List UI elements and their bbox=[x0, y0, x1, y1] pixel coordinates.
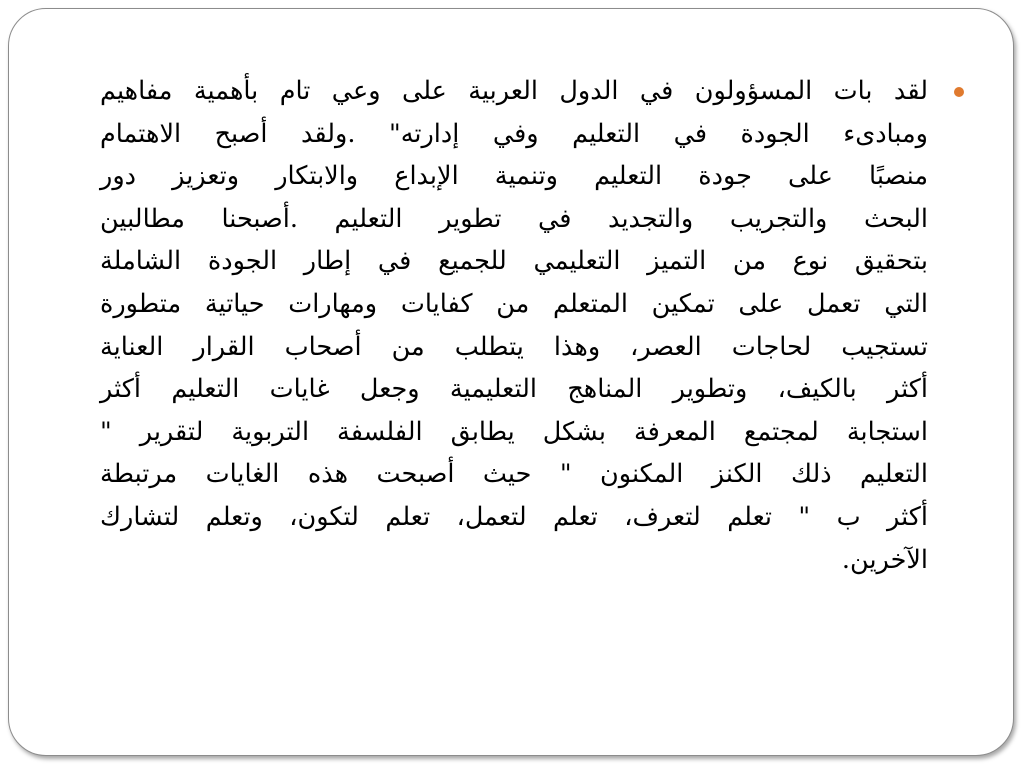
bullet-dot-icon bbox=[954, 87, 964, 97]
paragraph-line: ومبادىء الجودة في التعليم وفي إدارته" .ولقد أصبح الاهتمام bbox=[100, 118, 928, 149]
paragraph-line: التعليم ذلك الكنز المكنون " حيث أصبحت هذه الغايات مرتبطة bbox=[100, 459, 928, 490]
paragraph-line: أكثر بالكيف، وتطوير المناهج التعليمية وجعل غايات التعليم أكثر bbox=[100, 374, 928, 405]
paragraph-line: أكثر ب " تعلم لتعرف، تعلم لتعمل، تعلم لتكون، وتعلم لتشارك bbox=[100, 501, 928, 532]
slide-body bbox=[100, 70, 934, 581]
paragraph-line: استجابة لمجتمع المعرفة بشكل يطابق الفلسفة التربوية لتقرير " bbox=[100, 416, 928, 447]
paragraph-line: تستجيب لحاجات العصر، وهذا يتطلب من أصحاب القرار العناية bbox=[100, 331, 928, 362]
paragraph-line: التي تعمل على تمكين المتعلم من كفايات ومهارات حياتية متطورة bbox=[100, 288, 928, 319]
paragraph-line: البحث والتجريب والتجديد في تطوير التعليم .أصبحنا مطالبين bbox=[100, 203, 928, 234]
paragraph-line: بتحقيق نوع من التميز التعليمي للجميع في إطار الجودة الشاملة bbox=[100, 246, 928, 277]
bullet-paragraph bbox=[100, 70, 934, 581]
paragraph-line: الآخرين. bbox=[841, 544, 928, 575]
paragraph-line: لقد بات المسؤولون في الدول العربية على وعي تام بأهمية مفاهيم bbox=[100, 76, 928, 106]
paragraph-line: منصبًا على جودة التعليم وتنمية الإبداع والابتكار وتعزيز دور bbox=[100, 161, 928, 192]
